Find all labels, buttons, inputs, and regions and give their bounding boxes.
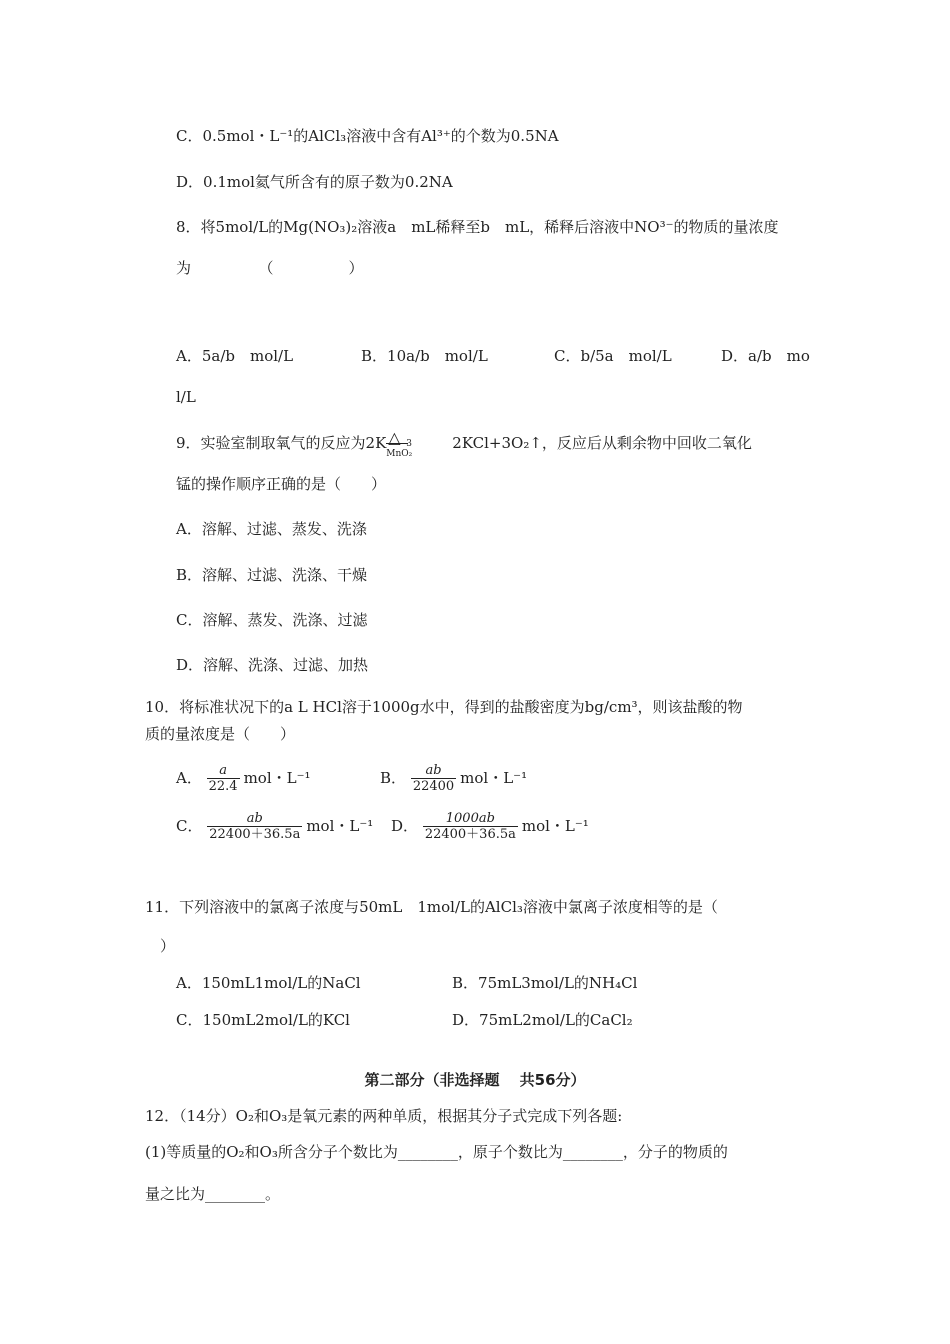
q10-option-b-label: B． [380, 769, 407, 787]
q9-option-c: C．溶解、蒸发、洗涤、过滤 [176, 611, 368, 629]
q10-option-d-label: D． [391, 817, 419, 835]
q12-stem-line1: 12．（14分）O₂和O₃是氧元素的两种单质，根据其分子式完成下列各题: [145, 1107, 623, 1125]
q9-stem-line2: 锰的操作顺序正确的是（ ） [176, 475, 387, 493]
denominator: 22400＋36.5a [424, 826, 516, 842]
catalyst-label: MnO₂ [386, 449, 413, 459]
q10-option-a [176, 761, 311, 794]
unit: mol・L⁻¹ [460, 769, 528, 787]
heat-symbol: △ [388, 428, 401, 447]
unit: mol・L⁻¹ [243, 769, 311, 787]
q11-stem-line2: ） [160, 937, 176, 955]
denominator: 22400 [412, 778, 455, 794]
q11-option-a: A．150mL1mol/L的NaCl [176, 974, 361, 992]
q10-option-b [380, 761, 527, 794]
q9-option-a: A．溶解、过滤、蒸发、洗涤 [176, 520, 367, 538]
formula-subscript: 3 [406, 439, 413, 449]
q9-stem-line1 [176, 428, 752, 459]
q8-stem-line1: 8．将5mol/L的Mg(NO₃)₂溶液a mL稀释至b mL，稀释后溶液中NO³⁻的物质的量浓度 [176, 218, 779, 236]
fraction [207, 811, 302, 842]
q8-option-d: D．a/b mo [721, 347, 810, 365]
q10-option-d [391, 809, 589, 842]
q11-option-d: D．75mL2mol/L的CaCl₂ [452, 1011, 633, 1029]
q8-option-c: C．b/5a mol/L [554, 347, 672, 365]
q11-stem-line1: 11．下列溶液中的氯离子浓度与50mL 1mol/L的AlCl₃溶液中氯离子浓度相等的是（ [145, 898, 718, 916]
q10-option-a-label: A． [176, 769, 202, 787]
q7-option-d: D．0.1mol氦气所含有的原子数为0.2NA [176, 173, 453, 191]
q8-option-a: A．5a/b mol/L [176, 347, 294, 365]
q8-option-b: B．10a/b mol/L [361, 347, 488, 365]
fraction [411, 763, 456, 794]
q7-option-c: C．0.5mol・L⁻¹的AlCl₃溶液中含有Al³⁺的个数为0.5NA [176, 127, 559, 145]
q9-suffix: 2KCl+3O₂↑，反应后从剩余物中回收二氧化 [452, 434, 752, 452]
fraction [423, 811, 518, 842]
q11-option-c: C．150mL2mol/L的KCl [176, 1011, 350, 1029]
q10-stem-line1: 10．将标准状况下的a L HCl溶于1000g水中，得到的盐酸密度为bg/cm³，则该盐酸的物 [145, 698, 743, 716]
q10-option-c-label: C． [176, 817, 203, 835]
part2-title: 第二部分（非选择题 共56分） [364, 1071, 586, 1089]
unit: mol・L⁻¹ [521, 817, 589, 835]
fraction [207, 763, 240, 794]
q11-option-b: B．75mL3mol/L的NH₄Cl [452, 974, 638, 992]
q8-stem-line2: 为 （ ） [176, 259, 364, 277]
numerator: a [219, 762, 227, 778]
reaction-condition [386, 428, 430, 459]
q12-stem-line2: (1)等质量的O₂和O₃所含分子个数比为________，原子个数比为________，分子的物质的 [145, 1143, 728, 1161]
q9-prefix: 9．实验室制取氧气的反应为2K [176, 434, 387, 452]
numerator: ab [246, 810, 263, 826]
denominator: 22400＋36.5a [209, 826, 301, 842]
unit: mol・L⁻¹ [306, 817, 374, 835]
numerator: 1000ab [445, 810, 495, 826]
q10-stem-line2: 质的量浓度是（ ） [145, 725, 296, 743]
q8-option-d-cont: l/L [176, 388, 196, 406]
q10-option-c [176, 809, 373, 842]
q12-stem-line3: 量之比为________。 [145, 1185, 281, 1203]
numerator: ab [425, 762, 442, 778]
q9-option-d: D．溶解、洗涤、过滤、加热 [176, 656, 369, 674]
denominator: 22.4 [208, 778, 238, 794]
q9-option-b: B．溶解、过滤、洗涤、干燥 [176, 566, 368, 584]
